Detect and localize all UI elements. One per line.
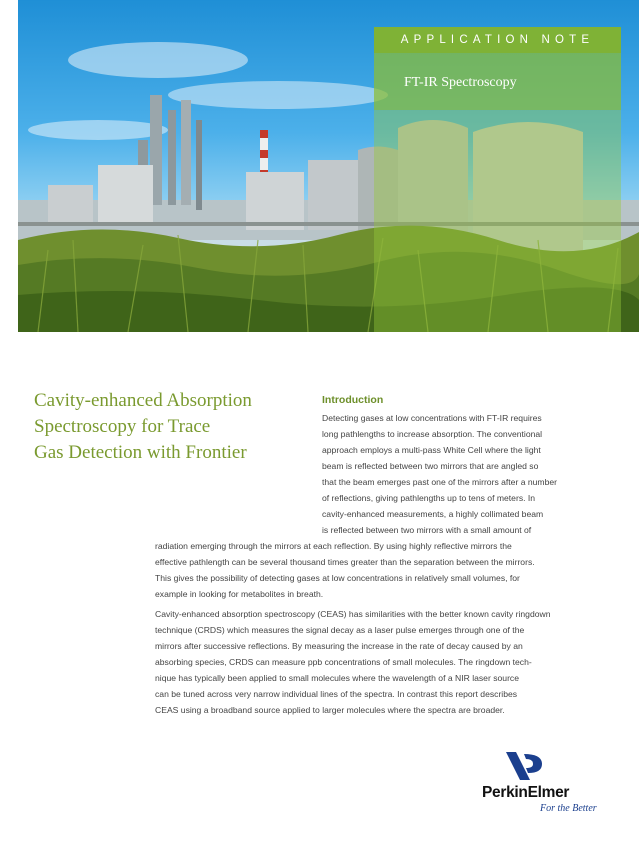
document-title (34, 388, 304, 466)
text-line: mirrors after successive reflections. By measuring the increase in the rate of decay caused by an (155, 641, 523, 651)
text-line: long pathlengths to increase absorption. The conventional (322, 429, 543, 439)
document-type-label: APPLICATION NOTE (400, 34, 595, 46)
text-line: This gives the possibility of detecting gases at low concentrations in relatively small volumes, for (155, 573, 520, 583)
text-line: approach employs a multi-pass White Cell where the light (322, 445, 541, 455)
green-tint-overlay (374, 110, 621, 332)
text-line: Detecting gases at low concentrations with FT-IR requires (322, 413, 542, 423)
text-line: cavity-enhanced measurements, a highly collimated beam (322, 509, 544, 519)
text-line: nique has typically been applied to small molecules where the wavelength of a NIR laser source (155, 673, 520, 683)
text-line: absorbing species, CRDS can measure ppb concentrations of small molecules. The ringdown tech- (155, 657, 532, 667)
title-line: Spectroscopy for Trace (34, 416, 211, 437)
text-line: of reflections, giving pathlengths up to tens of meters. In (322, 493, 536, 503)
text-line: technique (CRDS) which measures the signal decay as a laser pulse emerges through one of the (155, 625, 525, 635)
text-line: radiation emerging through the mirrors at each reflection. By using highly reflective mirrors the (155, 541, 512, 551)
text-line: is reflected between two mirrors with a small amount of (322, 525, 532, 535)
category-panel (374, 53, 621, 110)
text-line: that the beam emerges past one of the mirrors after a number (322, 477, 558, 487)
title-line: Cavity-enhanced Absorption (34, 390, 252, 411)
company-logo-wordmark: PerkinElmer (482, 784, 570, 801)
text-line: effective pathlength can be several thousand times greater than the separation between the mirrors. (155, 557, 535, 567)
section-heading-introduction: Introduction (322, 394, 384, 406)
perkinelmer-logo-icon (500, 750, 550, 784)
text-line: beam is reflected between two mirrors that are angled so (322, 461, 539, 471)
text-line: can be tuned across very narrow individual lines of the spectra. In contrast this report describes (155, 689, 518, 699)
text-line: Cavity-enhanced absorption spectroscopy (CEAS) has similarities with the better known cavity ringdown (155, 609, 551, 619)
company-tagline: For the Better (540, 803, 597, 814)
title-line: Gas Detection with Frontier (34, 442, 247, 463)
text-line: example in looking for metabolites in breath. (155, 589, 324, 599)
text-line: CEAS using a broadband source applied to larger molecules where the spectra are broader. (155, 705, 505, 715)
category-label: FT-IR Spectroscopy (404, 75, 517, 90)
